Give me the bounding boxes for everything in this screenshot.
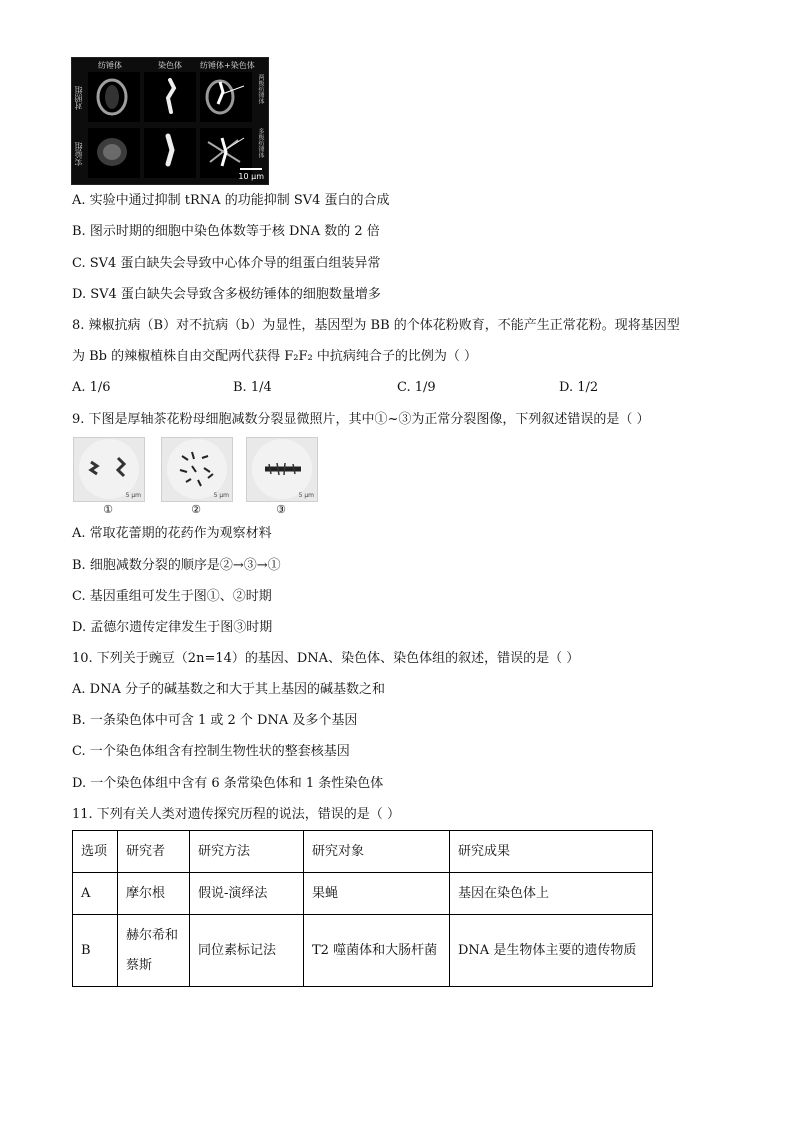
scale-label: 10 μm <box>238 172 264 181</box>
q10-option-d: D. 一个染色体组中含有 6 条常染色体和 1 条性染色体 <box>72 776 384 791</box>
annotation-multipolar-spindle: 多极纺锤体 <box>257 128 264 158</box>
q9-option-c: C. 基因重组可发生于图①、②时期 <box>72 589 272 604</box>
caption-3: ③ <box>276 503 286 516</box>
q9-option-b: B. 细胞减数分裂的顺序是②→③→① <box>72 558 281 573</box>
q8-stem-line1: 8. 辣椒抗病（B）对不抗病（b）为显性，基因型为 BB 的个体花粉败育，不能产生正常花粉。现将基因型 <box>72 318 680 333</box>
meiosis-image-3 <box>246 437 318 502</box>
q10-option-c: C. 一个染色体组含有控制生物性状的整套核基因 <box>72 744 350 759</box>
micrograph-control-chromosome <box>144 72 196 122</box>
col-header-chromosome: 染色体 <box>158 61 182 70</box>
q8-option-d: D. 1/2 <box>559 380 599 395</box>
table-header-cell: 选项 <box>73 831 118 873</box>
table-row <box>73 873 653 915</box>
q7-option-c: C. SV4 蛋白缺失会导致中心体介导的组蛋白组装异常 <box>72 256 381 271</box>
micrograph-experiment-chromosome <box>144 128 196 178</box>
table-row <box>73 915 653 987</box>
table-cell: 假说-演绎法 <box>190 873 304 915</box>
table-cell: A <box>73 873 118 915</box>
q9-option-a: A. 常取花蕾期的花药作为观察材料 <box>72 526 272 541</box>
table-cell: 同位素标记法 <box>190 915 304 987</box>
spindle-microscopy-figure <box>71 57 269 185</box>
annotation-bipolar-spindle: 两极纺锤体 <box>257 74 264 104</box>
q9-stem: 9. 下图是厚轴茶花粉母细胞减数分裂显微照片，其中①~③为正常分裂图像，下列叙述错误的是（ ） <box>72 412 650 427</box>
q10-option-b: B. 一条染色体中可含 1 或 2 个 DNA 及多个基因 <box>72 713 358 728</box>
q8-stem-line2: 为 Bb 的辣椒植株自由交配两代获得 F₂F₂ 中抗病纯合子的比例为（ ） <box>72 349 477 364</box>
q8-option-c: C. 1/9 <box>397 380 436 395</box>
q8-option-b: B. 1/4 <box>233 380 272 395</box>
table-cell: 赫尔希和蔡斯 <box>118 915 190 987</box>
q10-stem: 10. 下列关于豌豆（2n=14）的基因、DNA、染色体、染色体组的叙述，错误的是（ ） <box>72 651 580 666</box>
row-label-control: 对照组 <box>74 86 83 110</box>
col-header-merged: 纺锤体+染色体 <box>200 61 255 70</box>
micrograph-control-merged <box>200 72 252 122</box>
table-cell: 基因在染色体上 <box>450 873 653 915</box>
table-cell: B <box>73 915 118 987</box>
meiosis-image-1-scale: 5 μm <box>125 492 141 499</box>
q8-option-a: A. 1/6 <box>72 380 111 395</box>
caption-1: ① <box>103 503 113 516</box>
table-header-cell: 研究者 <box>118 831 190 873</box>
research-history-table <box>72 830 653 987</box>
table-cell: 摩尔根 <box>118 873 190 915</box>
q11-stem: 11. 下列有关人类对遗传探究历程的说法，错误的是（ ） <box>72 807 400 822</box>
table-cell: DNA 是生物体主要的遗传物质 <box>450 915 653 987</box>
table-header-cell: 研究方法 <box>190 831 304 873</box>
table-header-cell: 研究成果 <box>450 831 653 873</box>
table-cell: 果蝇 <box>304 873 450 915</box>
q9-option-d: D. 孟德尔遗传定律发生于图③时期 <box>72 620 273 635</box>
row-label-experiment: 实验组 <box>74 142 83 166</box>
table-header-row <box>73 831 653 873</box>
q7-option-d: D. SV4 蛋白缺失会导致含多极纺锤体的细胞数量增多 <box>72 287 381 302</box>
scale-bar <box>240 168 262 170</box>
q10-option-a: A. DNA 分子的碱基数之和大于其上基因的碱基数之和 <box>72 682 385 697</box>
micrograph-control-spindle <box>88 72 140 122</box>
q7-option-b: B. 图示时期的细胞中染色体数等于核 DNA 数的 2 倍 <box>72 224 380 239</box>
meiosis-image-2 <box>161 437 233 502</box>
meiosis-image-3-scale: 5 μm <box>298 492 314 499</box>
micrograph-experiment-spindle <box>88 128 140 178</box>
table-header-cell: 研究对象 <box>304 831 450 873</box>
meiosis-image-1 <box>73 437 145 502</box>
caption-2: ② <box>191 503 201 516</box>
meiosis-image-2-scale: 5 μm <box>213 492 229 499</box>
q7-option-a: A. 实验中通过抑制 tRNA 的功能抑制 SV4 蛋白的合成 <box>72 193 390 208</box>
table-cell: T2 噬菌体和大肠杆菌 <box>304 915 450 987</box>
micrograph-experiment-merged <box>200 128 252 178</box>
col-header-spindle: 纺锤体 <box>98 61 122 70</box>
